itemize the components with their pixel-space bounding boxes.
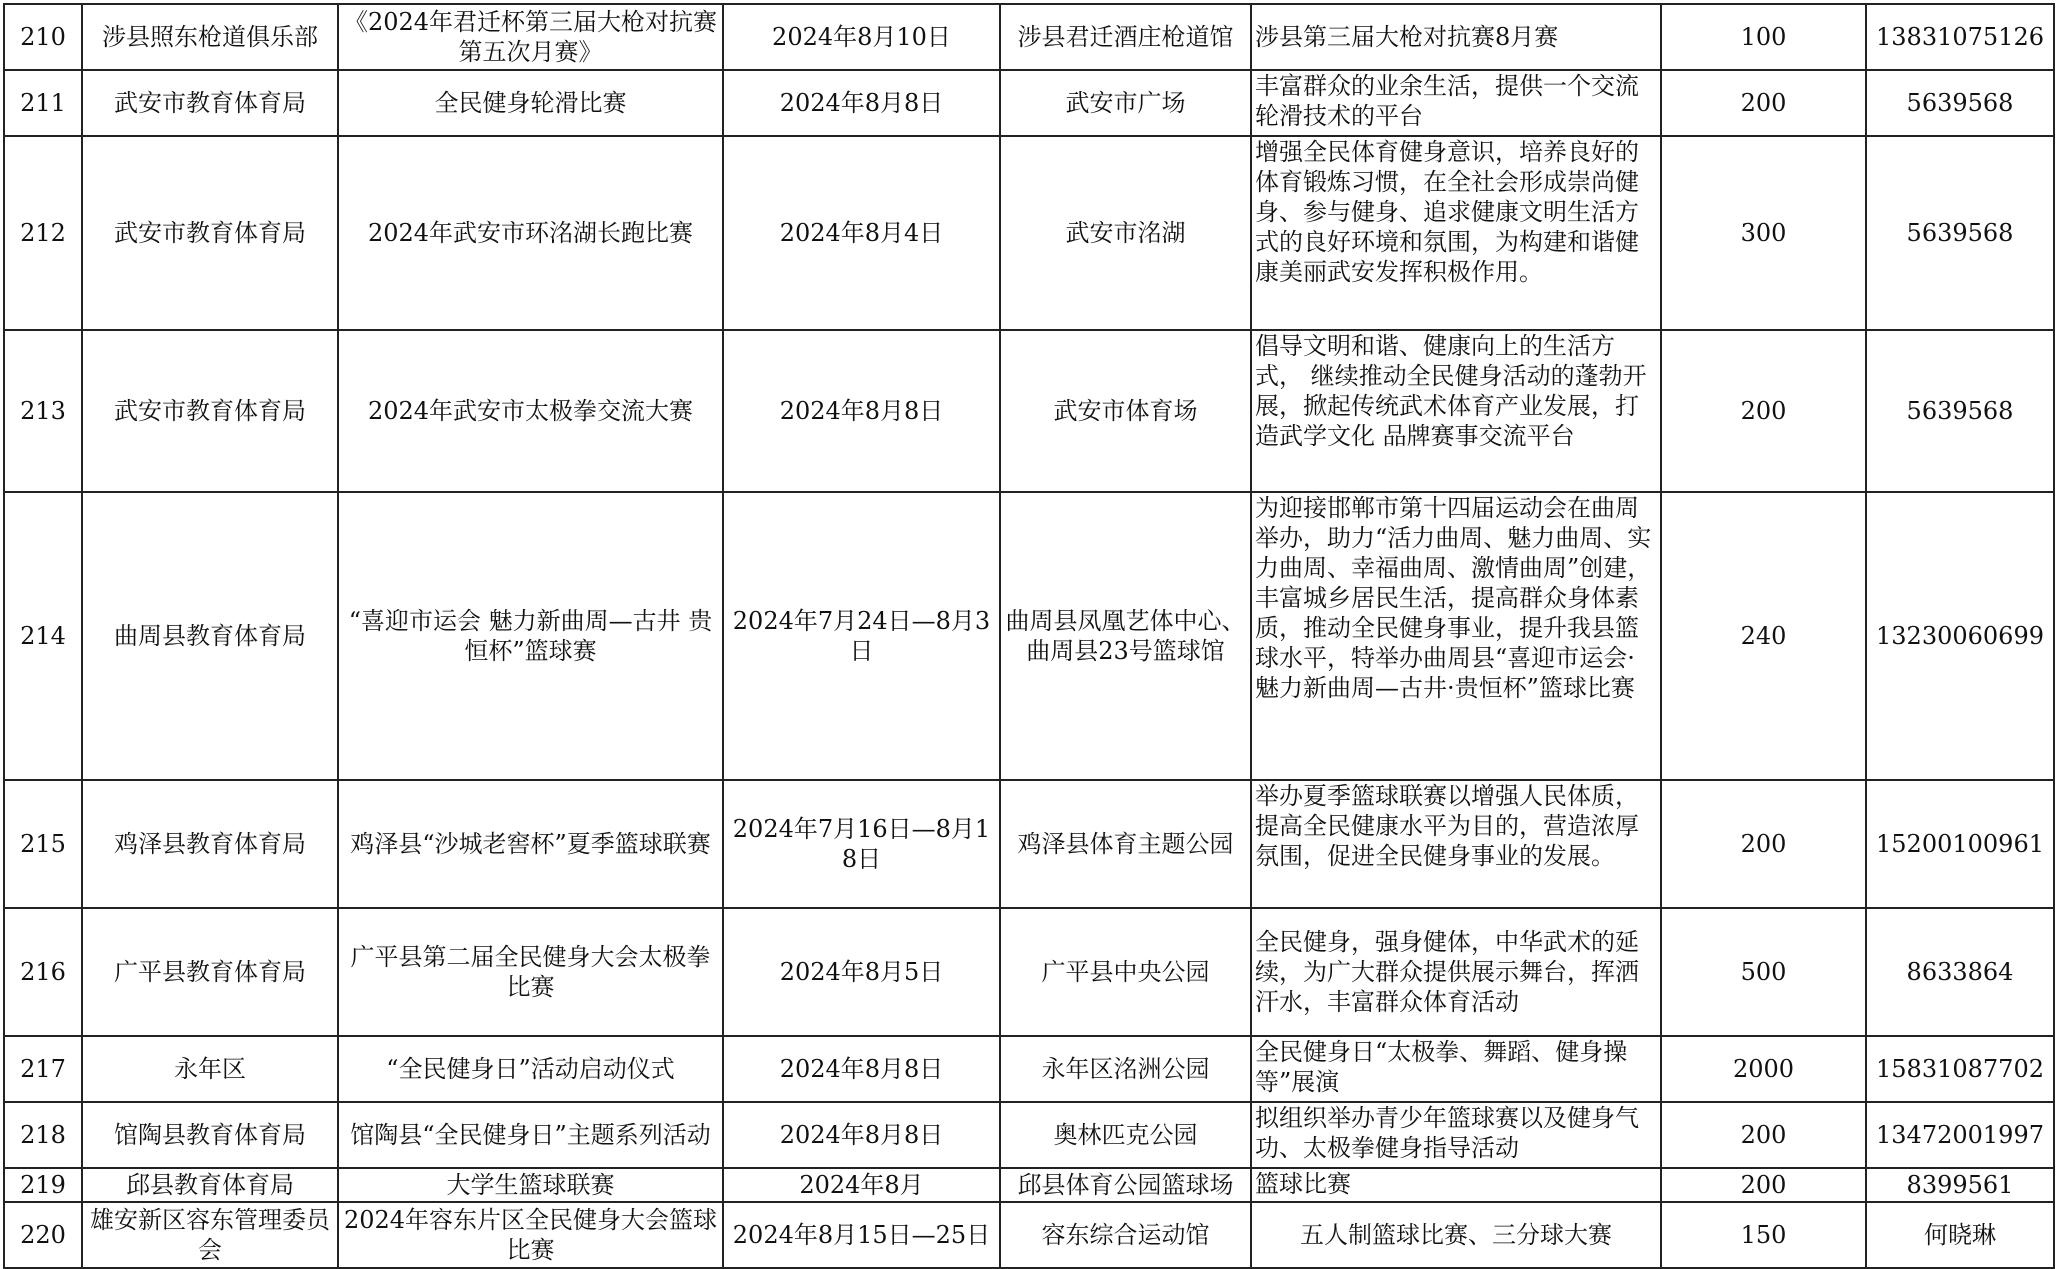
event-name: 馆陶县“全民健身日”主题系列活动: [338, 1102, 723, 1168]
table-row: [4, 1102, 2054, 1168]
venue: 武安市洺湖: [1000, 136, 1251, 330]
event-date: 2024年8月4日: [723, 136, 1000, 330]
event-date: 2024年8月8日: [723, 330, 1000, 492]
venue: 邱县体育公园篮球场: [1000, 1168, 1251, 1202]
venue: 容东综合运动馆: [1000, 1202, 1251, 1268]
table-row: [4, 4, 2054, 70]
participants: 200: [1661, 1168, 1866, 1202]
event-name: 大学生篮球联赛: [338, 1168, 723, 1202]
row-number: 215: [4, 780, 82, 908]
organizer: 曲周县教育体育局: [82, 492, 338, 780]
organizer: 武安市教育体育局: [82, 70, 338, 136]
organizer: 广平县教育体育局: [82, 908, 338, 1036]
table-row: [4, 330, 2054, 492]
participants: 240: [1661, 492, 1866, 780]
contact: 15831087702: [1866, 1036, 2054, 1102]
description: 全民健身日“太极拳、舞蹈、健身操等”展演: [1251, 1036, 1661, 1102]
organizer: 邱县教育体育局: [82, 1168, 338, 1202]
table-row: [4, 492, 2054, 780]
event-name: “全民健身日”活动启动仪式: [338, 1036, 723, 1102]
description: 增强全民体育健身意识，培养良好的体育锻炼习惯，在全社会形成崇尚健身、参与健身、追求健康文明生活方式的良好环境和氛围，为构建和谐健康美丽武安发挥积极作用。: [1251, 136, 1661, 330]
venue: 曲周县凤凰艺体中心、曲周县23号篮球馆: [1000, 492, 1251, 780]
description: 篮球比赛: [1251, 1168, 1661, 1202]
description: 涉县第三届大枪对抗赛8月赛: [1251, 4, 1661, 70]
contact: 8633864: [1866, 908, 2054, 1036]
venue: 涉县君迁酒庄枪道馆: [1000, 4, 1251, 70]
event-name: 《2024年君迁杯第三届大枪对抗赛第五次月赛》: [338, 4, 723, 70]
row-number: 219: [4, 1168, 82, 1202]
organizer: 武安市教育体育局: [82, 136, 338, 330]
event-date: 2024年8月5日: [723, 908, 1000, 1036]
contact: 5639568: [1866, 70, 2054, 136]
participants: 100: [1661, 4, 1866, 70]
contact: 13472001997: [1866, 1102, 2054, 1168]
venue: 奥林匹克公园: [1000, 1102, 1251, 1168]
venue: 武安市体育场: [1000, 330, 1251, 492]
organizer: 雄安新区容东管理委员会: [82, 1202, 338, 1268]
table-row: [4, 70, 2054, 136]
participants: 2000: [1661, 1036, 1866, 1102]
event-date: 2024年8月8日: [723, 70, 1000, 136]
participants: 300: [1661, 136, 1866, 330]
participants: 200: [1661, 1102, 1866, 1168]
event-name: 2024年武安市太极拳交流大赛: [338, 330, 723, 492]
participants: 200: [1661, 70, 1866, 136]
description: 丰富群众的业余生活，提供一个交流轮滑技术的平台: [1251, 70, 1661, 136]
organizer: 永年区: [82, 1036, 338, 1102]
description: 五人制篮球比赛、三分球大赛: [1251, 1202, 1661, 1268]
contact: 13230060699: [1866, 492, 2054, 780]
event-name: 广平县第二届全民健身大会太极拳比赛: [338, 908, 723, 1036]
contact: 15200100961: [1866, 780, 2054, 908]
event-date: 2024年7月16日—8月18日: [723, 780, 1000, 908]
organizer: 武安市教育体育局: [82, 330, 338, 492]
row-number: 210: [4, 4, 82, 70]
description: 倡导文明和谐、健康向上的生活方式， 继续推动全民健身活动的蓬勃开展，掀起传统武术体育产业发展，打造武学文化 品牌赛事交流平台: [1251, 330, 1661, 492]
event-date: 2024年8月15日—25日: [723, 1202, 1000, 1268]
participants: 200: [1661, 330, 1866, 492]
description: 为迎接邯郸市第十四届运动会在曲周举办，助力“活力曲周、魅力曲周、实力曲周、幸福曲周、激情曲周”创建，丰富城乡居民生活，提高群众身体素质，推动全民健身事业，提升我县篮球水平，特举办曲周县“喜迎市运会·魅力新曲周—古井·贵恒杯”篮球比赛: [1251, 492, 1661, 780]
organizer: 涉县照东枪道俱乐部: [82, 4, 338, 70]
event-name: “喜迎市运会 魅力新曲周—古井 贵恒杯”篮球赛: [338, 492, 723, 780]
row-number: 211: [4, 70, 82, 136]
event-date: 2024年8月10日: [723, 4, 1000, 70]
description: 举办夏季篮球联赛以增强人民体质，提高全民健康水平为目的，营造浓厚氛围，促进全民健身事业的发展。: [1251, 780, 1661, 908]
event-name: 鸡泽县“沙城老窖杯”夏季篮球联赛: [338, 780, 723, 908]
contact: 5639568: [1866, 330, 2054, 492]
event-date: 2024年8月8日: [723, 1036, 1000, 1102]
organizer: 鸡泽县教育体育局: [82, 780, 338, 908]
venue: 永年区洺洲公园: [1000, 1036, 1251, 1102]
row-number: 216: [4, 908, 82, 1036]
participants: 150: [1661, 1202, 1866, 1268]
table-row: [4, 136, 2054, 330]
activity-table: [3, 3, 2055, 1269]
row-number: 213: [4, 330, 82, 492]
table-row: [4, 1168, 2054, 1202]
row-number: 212: [4, 136, 82, 330]
table-row: [4, 780, 2054, 908]
participants: 500: [1661, 908, 1866, 1036]
description: 全民健身，强身健体，中华武术的延续，为广大群众提供展示舞台，挥洒汗水，丰富群众体育活动: [1251, 908, 1661, 1036]
participants: 200: [1661, 780, 1866, 908]
venue: 武安市广场: [1000, 70, 1251, 136]
venue: 鸡泽县体育主题公园: [1000, 780, 1251, 908]
event-date: 2024年8月: [723, 1168, 1000, 1202]
contact: 8399561: [1866, 1168, 2054, 1202]
table-row: [4, 908, 2054, 1036]
table-row: [4, 1036, 2054, 1102]
organizer: 馆陶县教育体育局: [82, 1102, 338, 1168]
row-number: 218: [4, 1102, 82, 1168]
contact: 何晓琳: [1866, 1202, 2054, 1268]
contact: 13831075126: [1866, 4, 2054, 70]
table-row: [4, 1202, 2054, 1268]
row-number: 217: [4, 1036, 82, 1102]
description: 拟组织举办青少年篮球赛以及健身气功、太极拳健身指导活动: [1251, 1102, 1661, 1168]
event-date: 2024年8月8日: [723, 1102, 1000, 1168]
event-name: 2024年武安市环洺湖长跑比赛: [338, 136, 723, 330]
event-name: 2024年容东片区全民健身大会篮球比赛: [338, 1202, 723, 1268]
venue: 广平县中央公园: [1000, 908, 1251, 1036]
contact: 5639568: [1866, 136, 2054, 330]
row-number: 220: [4, 1202, 82, 1268]
event-name: 全民健身轮滑比赛: [338, 70, 723, 136]
event-date: 2024年7月24日—8月3日: [723, 492, 1000, 780]
row-number: 214: [4, 492, 82, 780]
